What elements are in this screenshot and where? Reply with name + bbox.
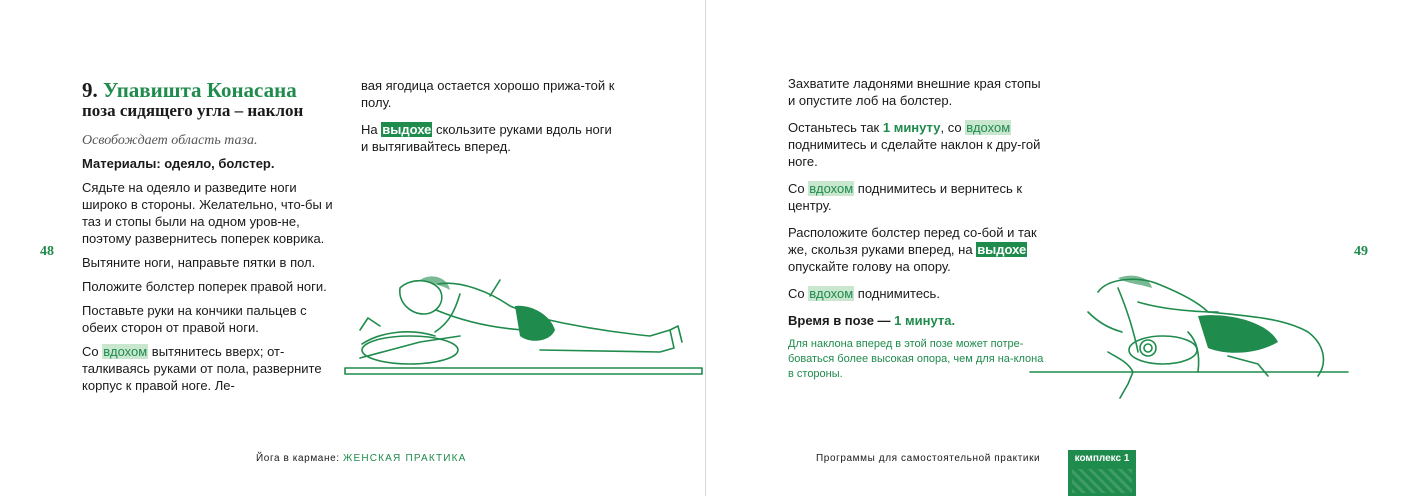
- paragraph: Поставьте руки на кончики пальцев с обеих сторон от правой ноги.: [82, 303, 307, 335]
- text: скользите руками вдоль ноги и вытягивайтесь вперед.: [361, 122, 612, 154]
- paragraph: вая ягодица остается хорошо прижа-той к полу.: [361, 78, 615, 110]
- text: , со: [940, 120, 966, 135]
- text: вытянитесь вверх; от-талкиваясь руками от пола, разверните корпус к правой ноге. Ле-: [82, 344, 322, 393]
- breath-highlight: вдохом: [809, 286, 854, 301]
- text: поднимитесь и вернитесь к центру.: [788, 181, 1023, 213]
- text-column-1: [82, 155, 340, 401]
- paragraph: [788, 119, 1050, 170]
- text: Останьтесь так: [788, 120, 883, 135]
- footer-book-title: Йога в кармане:: [256, 453, 344, 464]
- text: поднимитесь и сделайте наклон к дру-гой ноге.: [788, 137, 1041, 169]
- text: На: [361, 122, 382, 137]
- text: Расположите болстер перед со-бой и так же, скользя руками вперед, на: [788, 225, 1037, 257]
- note: Для наклона вперед в этой позе может потре-боваться более высокая опора, чем для на-клона в стороны.: [788, 338, 1044, 380]
- pose-title: [82, 78, 297, 103]
- paragraph: [82, 343, 340, 394]
- badge-label: комплекс 1: [1074, 453, 1130, 464]
- paragraph: Вытяните ноги, направьте пятки в пол.: [82, 255, 316, 270]
- breath-highlight: выдохе: [382, 122, 432, 137]
- text: Со: [82, 344, 103, 359]
- paragraph: [361, 121, 621, 155]
- text: Время в позе —: [788, 313, 895, 328]
- pose-benefit: Освобождает область таза.: [82, 133, 258, 148]
- breath-highlight: вдохом: [809, 181, 854, 196]
- text: поднимитесь.: [854, 286, 940, 301]
- text-column-2: [361, 77, 621, 162]
- breath-highlight: вдохом: [966, 120, 1011, 135]
- footer: [256, 453, 467, 464]
- materials: Материалы: одеяло, болстер.: [82, 156, 275, 171]
- pose-subtitle: поза сидящего угла – наклон: [82, 101, 304, 120]
- breath-highlight: вдохом: [103, 344, 148, 359]
- pose-name: Упавишта Конасана: [103, 78, 297, 102]
- paragraph: Сядьте на одеяло и разведите ноги широко в стороны. Желательно, что-бы и таз и стопы были на одном уров-не, поэтому развернитесь поперек коврика.: [82, 180, 333, 246]
- badge-pattern: [1072, 469, 1132, 493]
- breath-highlight: выдохе: [977, 242, 1027, 257]
- duration: 1 минуту: [882, 120, 941, 135]
- paragraph: Захватите ладонями внешние края стопы и опустите лоб на болстер.: [788, 76, 1041, 108]
- pose-illustration-side-bend-icon: [340, 270, 705, 380]
- time-in-pose: [788, 312, 1050, 329]
- text: Со: [788, 181, 809, 196]
- text-column: [788, 75, 1050, 382]
- duration: 1 минута.: [894, 313, 956, 328]
- text: опускайте голову на опору.: [788, 259, 951, 274]
- paragraph: [788, 285, 1050, 302]
- right-page: [706, 0, 1410, 496]
- text: Со: [788, 286, 809, 301]
- paragraph: [788, 224, 1050, 275]
- pose-number: 9.: [82, 78, 98, 102]
- section-badge: [1068, 450, 1136, 496]
- footer: Программы для самостоятельной практики: [816, 453, 1041, 464]
- footer-book-subtitle: ЖЕНСКАЯ ПРАКТИКА: [343, 453, 467, 464]
- paragraph: Положите болстер поперек правой ноги.: [82, 279, 327, 294]
- page-number: 48: [40, 244, 54, 259]
- paragraph: [788, 180, 1050, 214]
- pose-illustration-forward-bend-icon: [1028, 272, 1353, 402]
- page-number: 49: [1354, 244, 1368, 259]
